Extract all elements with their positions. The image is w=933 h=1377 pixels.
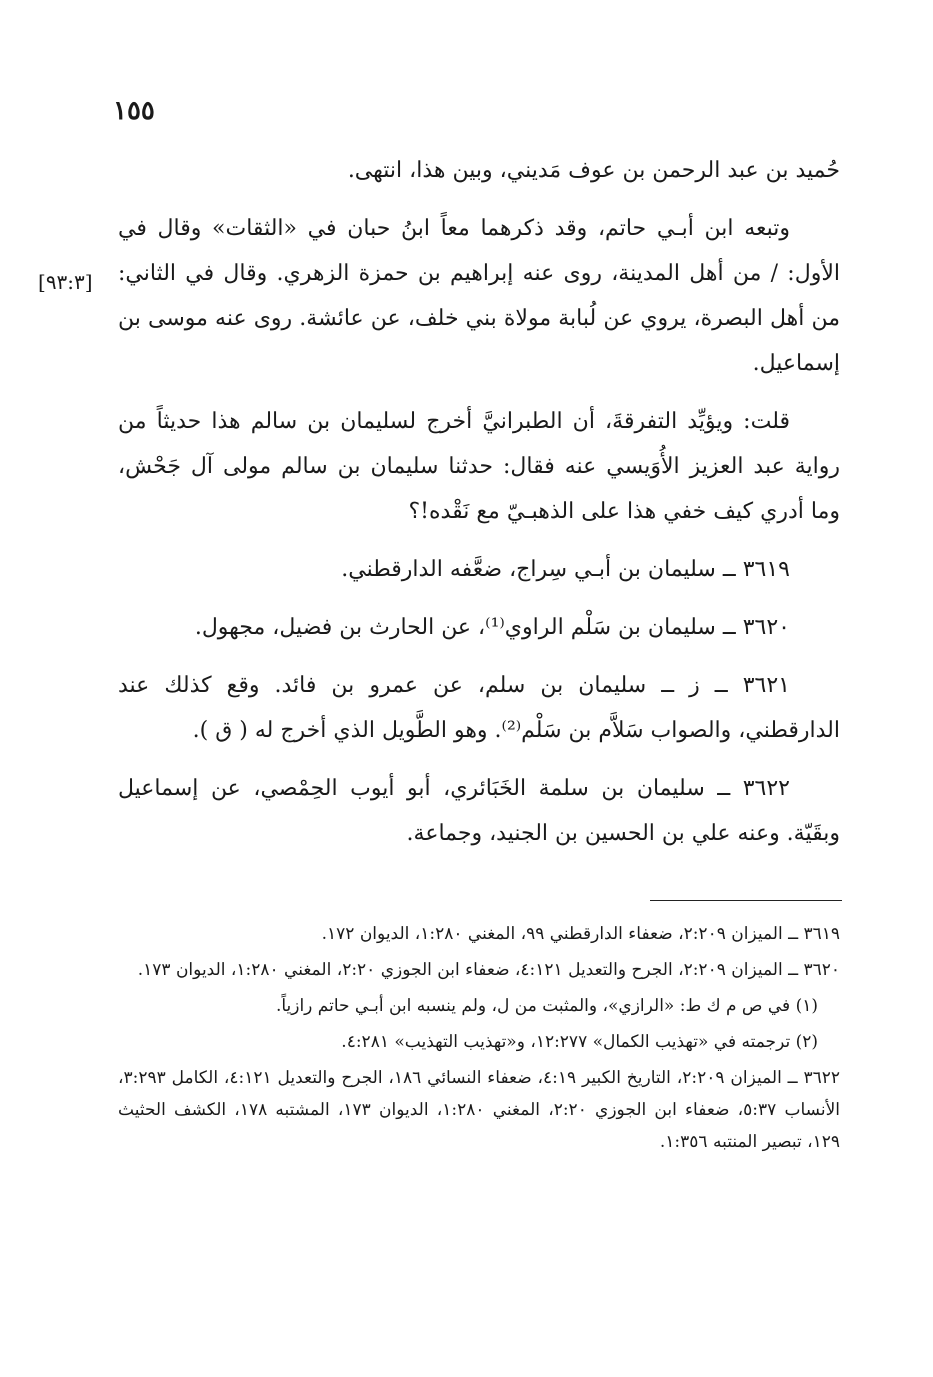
- entry-3621: ٣٦٢١ ــ ز ــ سليمان بن سلم، عن عمرو بن فائد. وقع كذلك عند الدارقطني، والصواب سَلاَّم بن سَلْم⁽²⁾. وهو الطَّويل الذي أخرج له ( ق ).: [118, 673, 840, 743]
- paragraph: حُميد بن عبد الرحمن بن عوف مَديني، وبين هذا، انتهى.: [347, 158, 840, 183]
- footnote-3620: ٣٦٢٠ ــ الميزان ٢:٢٠٩، الجرح والتعديل ٤:١٢١، ضعفاء ابن الجوزي ٢:٢٠، المغني ١:٢٨٠، الديوان ١٧٣.: [137, 960, 840, 980]
- entry-3620: ٣٦٢٠ ــ سليمان بن سَلْم الراوي⁽¹⁾، عن الحارث بن فضيل، مجهول.: [194, 615, 790, 640]
- margin-reference: [٩٣:٣]: [38, 270, 93, 294]
- page-number: ١٥٥: [113, 96, 155, 126]
- entry-3619: ٣٦١٩ ــ سليمان بن أبـي سِراج، ضعَّفه الدارقطني.: [341, 557, 790, 582]
- footnotes: [118, 918, 840, 1162]
- entry-3622: ٣٦٢٢ ــ سليمان بن سلمة الخَبَائري، أبو أيوب الحِمْصي، عن إسماعيل وبقَيّة. وعنه علي بن الحسين بن الجنيد، وجماعة.: [118, 776, 840, 846]
- footnote-2: (٢) ترجمته في «تهذيب الكمال» ١٢:٢٧٧، و«تهذيب التهذيب» ٤:٢٨١.: [341, 1032, 818, 1052]
- footnote-1: (١) في ص م ك ط: «الرازي»، والمثبت من ل، ولم ينسبه ابن أبـي حاتم رازياً.: [275, 996, 818, 1016]
- footnote-3622: ٣٦٢٢ ــ الميزان ٢:٢٠٩، التاريخ الكبير ٤:١٩، ضعفاء النسائي ١٨٦، الجرح والتعديل ٤:١٢١، الكامل ٣:٢٩٣، الأنساب ٥:٣٧، ضعفاء ابن الجوزي ٢:٢٠، المغني ١:٢٨٠، الديوان ١٧٣، المشتبه ١٧٨، الكشف الحثيث ١٢٩، تبصير المنتبه ١:٣٥٦.: [118, 1068, 840, 1152]
- main-text: [118, 148, 840, 869]
- paragraph: قلت: ويؤيِّد التفرقةَ، أن الطبرانيَّ أخرج لسليمان بن سالم هذا حديثاً من رواية عبد العزيز الأُوَيسي عنه فقال: حدثنا سليمان بن سالم مولى آل جَحْش، وما أدري كيف خفي هذا على الذهبـيّ مع نَقْده!؟: [118, 409, 840, 524]
- footnote-3619: ٣٦١٩ ــ الميزان ٢:٢٠٩، ضعفاء الدارقطني ٩٩، المغني ١:٢٨٠، الديوان ١٧٢.: [321, 924, 840, 944]
- paragraph: وتبعه ابن أبـي حاتم، وقد ذكرهما معاً ابنُ حبان في «الثقات» وقال في الأول: / من أهل المدينة، روى عنه إبراهيم بن حمزة الزهري. وقال في الثاني: من أهل البصرة، يروي عن لُبابة مولاة بني خلف، عن عائشة. روى عنه موسى بن إسماعيل.: [118, 216, 840, 376]
- footnote-divider: [650, 900, 842, 901]
